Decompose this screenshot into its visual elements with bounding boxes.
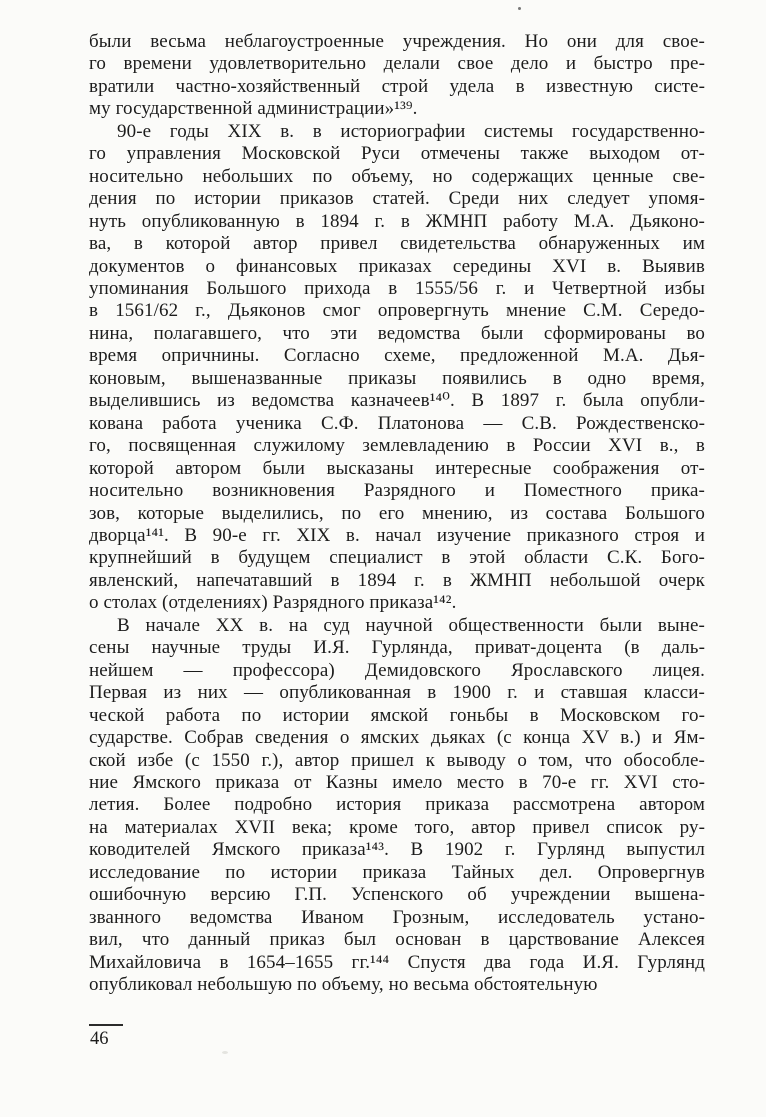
footnote-separator bbox=[89, 1024, 123, 1026]
text-line: 90-е годы XIX в. в историографии системы государственно- bbox=[117, 120, 705, 142]
text-line: носительно возникновения Разрядного и Поместного прика- bbox=[89, 480, 705, 502]
paragraph bbox=[89, 615, 705, 997]
text-line: были весьма неблагоустроенные учреждения. Но они для свое- bbox=[89, 31, 705, 52]
text-line: му государственной администрации»¹³⁹. bbox=[89, 98, 418, 120]
scan-speck-top bbox=[518, 7, 521, 10]
text-line: нейшем — профессора) Демидовского Ярославского лицея. bbox=[89, 659, 705, 681]
body-text bbox=[89, 31, 705, 996]
text-line: Первая из них — опубликованная в 1900 г. и ставшая класси- bbox=[89, 682, 705, 704]
text-line: опубликовал небольшую по объему, но весьма обстоятельную bbox=[89, 974, 598, 996]
text-line: носительно небольших по объему, но содержащих ценные све- bbox=[89, 165, 705, 187]
text-line: В начале XX в. на суд научной общественности были выне- bbox=[117, 614, 705, 636]
text-line: Михайловича в 1654–1655 гг.¹⁴⁴ Спустя два года И.Я. Гурлянд bbox=[89, 951, 705, 973]
text-line: дворца¹⁴¹. В 90-е гг. XIX в. начал изучение приказного строя и bbox=[89, 524, 705, 546]
text-line: время опричнины. Согласно схеме, предложенной М.А. Дья- bbox=[89, 345, 705, 367]
text-line: ние Ямского приказа от Казны имело место в 70-е гг. XVI сто- bbox=[89, 771, 705, 793]
text-line: вил, что данный приказ был основан в царствование Алексея bbox=[89, 929, 705, 951]
text-line: выделившись из ведомства казначеев¹⁴⁰. В 1897 г. была опубли- bbox=[89, 390, 705, 412]
text-line: го времени удовлетворительно делали свое дело и быстро пре- bbox=[89, 53, 705, 75]
text-line: дения по истории приказов статей. Среди них следует упомя- bbox=[89, 188, 705, 210]
text-line: коновым, вышеназванные приказы появились в одно время, bbox=[89, 367, 705, 389]
text-line: крупнейший в будущем специалист в этой области С.К. Бого- bbox=[89, 547, 705, 569]
text-line: о столах (отделениях) Разрядного приказа¹⁴². bbox=[89, 592, 457, 614]
text-line: зов, которые выделились, по его мнению, из состава Большого bbox=[89, 502, 705, 524]
text-line: нина, полагавшего, что эти ведомства были сформированы во bbox=[89, 322, 705, 344]
text-line: ской избе (с 1550 г.), автор пришел к выводу о том, что обособле- bbox=[89, 749, 705, 771]
text-line: званного ведомства Иваном Грозным, исследователь устано- bbox=[89, 906, 705, 928]
text-line: кована работа ученика С.Ф. Платонова — С.В. Рождественско- bbox=[89, 412, 705, 434]
text-line: исследование по истории приказа Тайных дел. Опровергнув bbox=[89, 861, 705, 883]
page-number: 46 bbox=[90, 1029, 109, 1049]
text-line: нуть опубликованную в 1894 г. в ЖМНП работу М.А. Дьяконо- bbox=[89, 210, 705, 232]
text-line: ководителей Ямского приказа¹⁴³. В 1902 г. Гурлянд выпустил bbox=[89, 839, 705, 861]
text-line: явленский, напечатавший в 1894 г. в ЖМНП небольшой очерк bbox=[89, 569, 705, 591]
text-line: го, посвященная служилому землевладению в России XVI в., в bbox=[89, 435, 705, 457]
text-line: в 1561/62 г., Дьяконов смог опровергнуть мнение С.М. Середо- bbox=[89, 300, 705, 322]
paragraph bbox=[89, 31, 705, 121]
paragraph bbox=[89, 121, 705, 615]
text-line: сены научные труды И.Я. Гурлянда, приват-доцента (в даль- bbox=[89, 637, 705, 659]
text-line: на материалах XVII века; кроме того, автор привел список ру- bbox=[89, 816, 705, 838]
text-line: летия. Более подробно история приказа рассмотрена автором bbox=[89, 794, 705, 816]
text-line: ческой работа по истории ямской гоньбы в Московском го- bbox=[89, 704, 705, 726]
text-line: вратили частно-хозяйственный строй удела в известную систе- bbox=[89, 75, 705, 97]
text-line: упоминания Большого прихода в 1555/56 г. и Четвертной избы bbox=[89, 277, 705, 299]
text-line: документов о финансовых приказах середины XVI в. Выявив bbox=[89, 255, 705, 277]
text-line: которой автором были высказаны интересные соображения от- bbox=[89, 457, 705, 479]
scan-speck-bottom bbox=[222, 1051, 228, 1054]
text-line: сударстве. Собрав сведения о ямских дьяках (с конца XV в.) и Ям- bbox=[89, 727, 705, 749]
text-line: ва, в которой автор привел свидетельства обнаруженных им bbox=[89, 233, 705, 255]
text-line: го управления Московской Руси отмечены также выходом от- bbox=[89, 143, 705, 165]
text-line: ошибочную версию Г.П. Успенского об учреждении вышена- bbox=[89, 884, 705, 906]
